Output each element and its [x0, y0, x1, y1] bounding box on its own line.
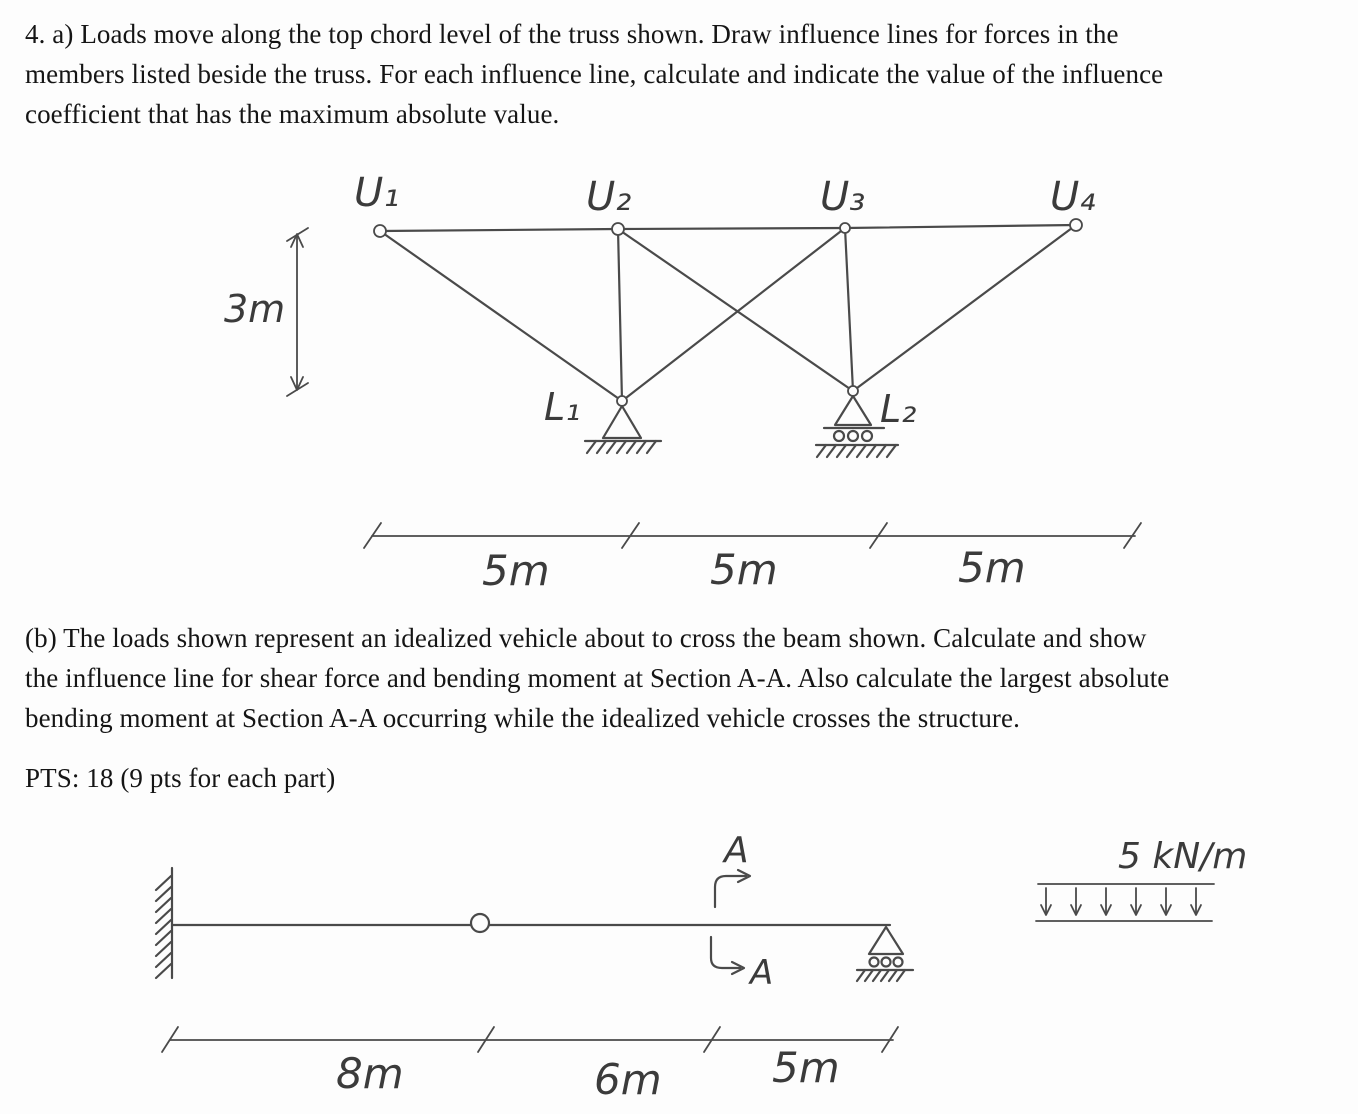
member-u2-u3 [618, 228, 845, 229]
pin-support-icon [585, 406, 661, 453]
label-node-u1: U₁ [354, 170, 400, 216]
member-u1-u2 [380, 229, 618, 231]
label-node-l1: L₁ [544, 385, 581, 429]
node-l1 [617, 396, 627, 406]
beam-figure [156, 868, 1214, 1052]
truss-figure [287, 219, 1141, 548]
label-node-u2: U₂ [586, 174, 632, 220]
problem-4b-line-1: (b) The loads shown represent an idealized vehicle about to cross the beam shown. Calculate and show [25, 623, 1147, 653]
member-u1-l1 [380, 231, 622, 401]
label-span-2: 5m [710, 545, 778, 594]
section-marker-bottom-icon [711, 937, 744, 974]
label-dim-5m: 5m [772, 1043, 840, 1092]
node-u1 [374, 225, 386, 237]
height-dimension [287, 228, 308, 396]
label-node-l2: L₂ [880, 387, 917, 431]
distributed-load-icon [1036, 884, 1214, 921]
problem-4a-line-3: coefficient that has the maximum absolute value. [25, 99, 560, 129]
label-dim-8m: 8m [336, 1049, 404, 1098]
label-dim-6m: 6m [594, 1055, 662, 1104]
section-marker-top-icon [715, 870, 750, 907]
fixed-support-icon [156, 868, 172, 978]
member-u2-l1 [618, 229, 622, 401]
beam-roller-support-icon [857, 927, 913, 981]
label-height-dim: 3m [224, 287, 286, 331]
node-l2 [848, 386, 858, 396]
beam-labels [336, 830, 1247, 1104]
label-node-u4: U₄ [1050, 174, 1096, 220]
label-span-1: 5m [482, 546, 550, 595]
member-u4-l2 [853, 225, 1076, 391]
label-distributed-load: 5 kN/m [1118, 836, 1248, 877]
label-section-a-bottom: A [750, 953, 774, 993]
truss-joints [374, 219, 1082, 406]
points-line: PTS: 18 (9 pts for each part) [25, 763, 336, 793]
label-span-3: 5m [958, 543, 1026, 592]
node-u2 [612, 223, 624, 235]
node-u3 [840, 223, 850, 233]
node-u4 [1070, 219, 1082, 231]
problem-4b-line-3: bending moment at Section A-A occurring while the idealized vehicle crosses the structure. [25, 703, 1020, 733]
problem-4b-line-2: the influence line for shear force and bending moment at Section A-A. Also calculate the largest absolute [25, 663, 1170, 693]
member-u2-l2 [618, 229, 853, 391]
member-u3-u4 [845, 225, 1076, 228]
label-section-a-top: A [724, 830, 749, 871]
label-node-u3: U₃ [820, 174, 866, 220]
problem-4a-line-2: members listed beside the truss. For each influence line, calculate and indicate the value of the influence [25, 59, 1164, 89]
problem-4a-line-1: 4. a) Loads move along the top chord level of the truss shown. Draw influence lines for forces in the [25, 19, 1119, 49]
truss-labels [224, 170, 1095, 595]
internal-hinge-icon [471, 914, 489, 932]
member-u3-l2 [845, 228, 853, 391]
